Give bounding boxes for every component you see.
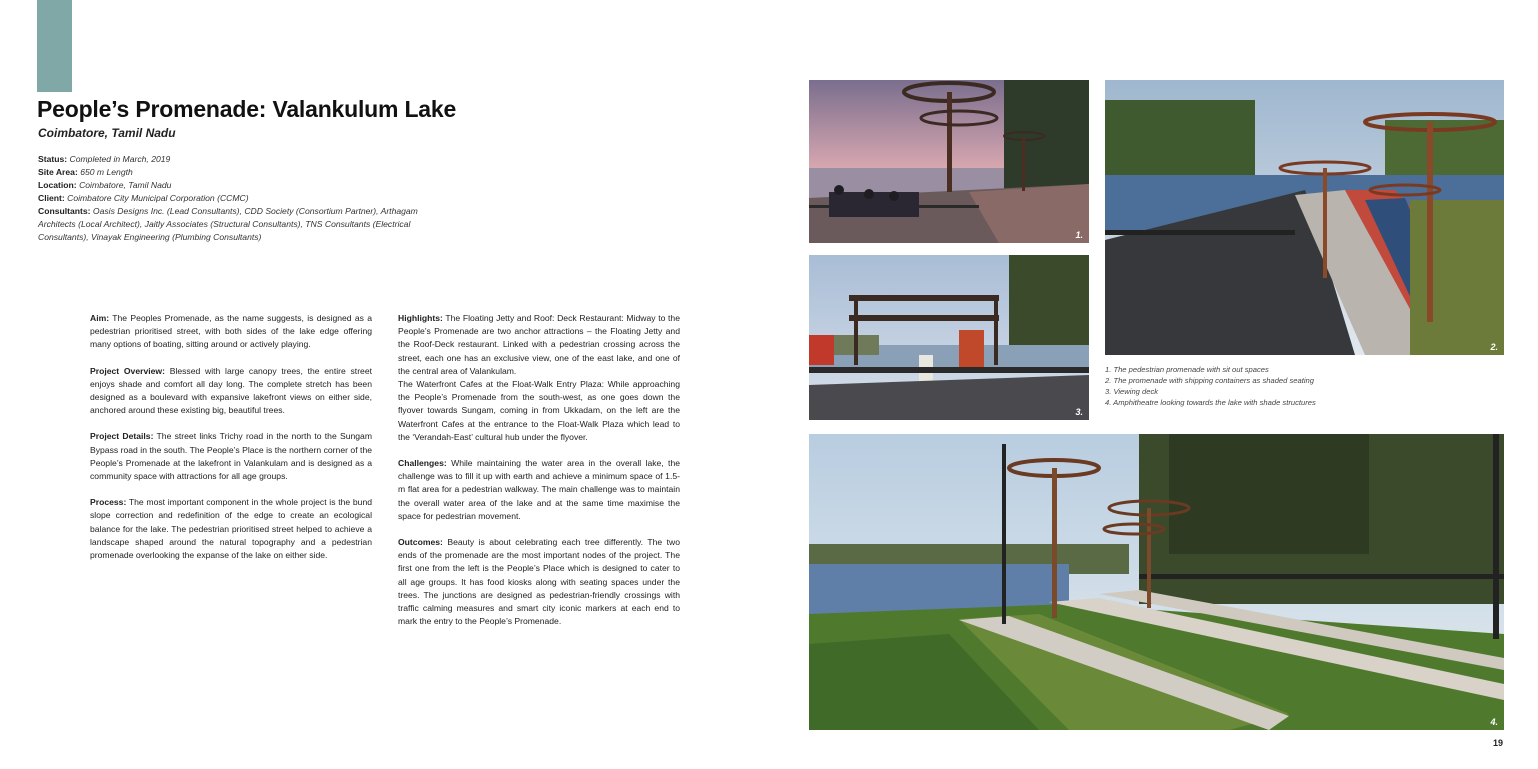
photo-viewing-deck bbox=[809, 255, 1089, 420]
photo-number: 4. bbox=[1490, 717, 1498, 727]
photo-promenade-containers bbox=[1105, 80, 1504, 355]
text-column-right bbox=[398, 312, 680, 641]
status-line: Status: Completed in March, 2019 bbox=[38, 154, 171, 164]
client-line: Client: Coimbatore City Municipal Corporation (CCMC) bbox=[38, 193, 249, 203]
page-subtitle: Coimbatore, Tamil Nadu bbox=[38, 126, 176, 140]
highlights-paragraph: Highlights: The Floating Jetty and Roof: Deck Restaurant: Midway to the People’s Promenade are two anchor attractions – the Floating Jetty and the Roof-Deck restaurant. Linked with a pedestrian crossing across the street, each one has an exclusive view, one of the east lake, and one of the central area of Valankulam. bbox=[398, 313, 680, 376]
details-paragraph: Project Details: The street links Trichy road in the north to the Sungam Bypass road in the south. The People’s Place is the northern corner of the People’s Promenade at the lakefront in Valankulam and is designed as a community space with attractions for all age groups. bbox=[90, 431, 372, 482]
caption-2: 2. The promenade with shipping containers as shaded seating bbox=[1105, 376, 1314, 385]
caption-1: 1. The pedestrian promenade with sit out spaces bbox=[1105, 365, 1269, 374]
photo-number: 2. bbox=[1490, 342, 1498, 352]
site-area-line: Site Area: 650 m Length bbox=[38, 167, 133, 177]
photo-amphitheatre bbox=[809, 434, 1504, 730]
page-number: 19 bbox=[1493, 738, 1504, 748]
photo-promenade-sitout bbox=[809, 80, 1089, 243]
page-title: People’s Promenade: Valankulum Lake bbox=[37, 96, 457, 122]
aim-paragraph: Aim: The Peoples Promenade, as the name suggests, is designed as a pedestrian prioritised street, with both sides of the lake edge offering many options of boating, sitting around or actively playing. bbox=[90, 313, 373, 350]
consultants-line: Consultants: Oasis Designs Inc. (Lead Consultants), CDD Society (Consortium Partner), Arthagam Architects (Local Architect), Jaitly Associates (Structural Consultants), TNS Consultants (Electrical Consultants), Vinayak Engineering (Plumbing Consultants) bbox=[38, 206, 418, 242]
overview-paragraph: Project Overview: Blessed with large canopy trees, the entire street enjoys shade and comfort all day long. The complete stretch has been designed as a boulevard with expansive lakefront views on either side, anchored around these existing big, beautiful trees. bbox=[90, 365, 373, 416]
process-paragraph: Process: The most important component in the whole project is the bund slope correction and redefinition of the edge to create an ecological balance for the lake. The pedestrian prioritised street helped to achieve a landscape shaped around the natural topography and a pedestrian promenade overlooking the expanse of the lake on either side. bbox=[90, 497, 373, 561]
photo-number: 1. bbox=[1075, 230, 1083, 240]
caption-4: 4. Amphitheatre looking towards the lake with shade structures bbox=[1105, 398, 1316, 407]
challenges-paragraph: Challenges: While maintaining the water area in the overall lake, the challenge was to fill it up with earth and achieve a minimum space of 1.5-m flat area for a pedestrian walkway. The main challenge was to maintain the overall water area of the lake and at the same time maximise the space for pedestrian movement. bbox=[398, 458, 681, 521]
text-column-left bbox=[90, 312, 372, 575]
accent-bar bbox=[37, 0, 72, 92]
caption-3: 3. Viewing deck bbox=[1105, 387, 1159, 396]
outcomes-paragraph: Outcomes: Beauty is about celebrating each tree differently. The two ends of the promenade are the most important nodes of the project. The first one from the left is the People’s Place which is designed to cater to all age groups. It has food kiosks along with seating spaces under the trees. The junctions are designed as pedestrian-friendly crossings with traffic calming measures and smart city iconic markers at each end to mark the entry to the People’s Promenade. bbox=[398, 537, 680, 627]
project-metadata bbox=[38, 153, 448, 244]
photo-number: 3. bbox=[1075, 407, 1083, 417]
waterfront-paragraph: The Waterfront Cafes at the Float-Walk Entry Plaza: While approaching the People’s Promenade from the south-west, as one goes down the flyover towards Sungam, coming in from Ukkadam, on the left are the Waterfront Cafes at the entrance to the Float-Walk Plaza which lead to the ‘Verandah-East’ cultural hub under the flyover. bbox=[398, 379, 680, 442]
photo-captions bbox=[1105, 364, 1505, 408]
location-line: Location: Coimbatore, Tamil Nadu bbox=[38, 180, 172, 190]
